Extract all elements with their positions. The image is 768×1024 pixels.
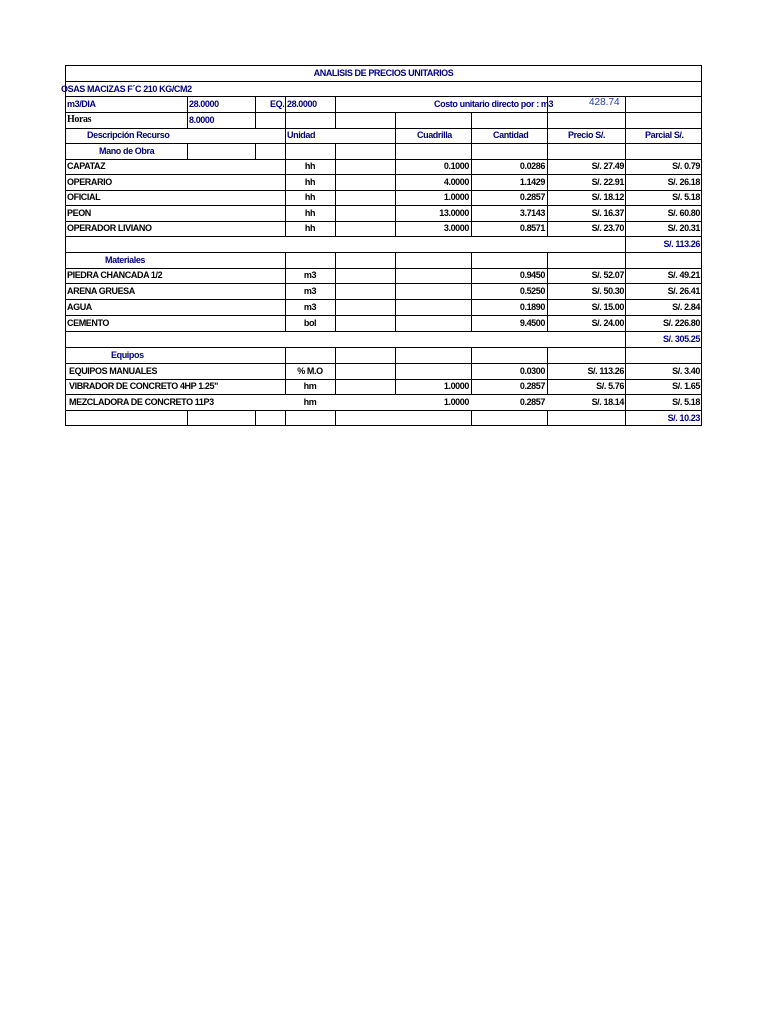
row-precio: S/. 113.26 <box>587 366 624 376</box>
row-parcial: S/. 1.65 <box>672 381 700 391</box>
section-title-mano-obra: Mano de Obra <box>99 146 155 156</box>
col-line <box>285 96 286 128</box>
section-title-equipos: Equipos <box>111 350 144 360</box>
row-precio: S/. 18.12 <box>591 192 624 202</box>
row-desc: MEZCLADORA DE CONCRETO 11P3 <box>69 397 214 407</box>
horas-label: Horas <box>67 114 92 125</box>
eq-label: EQ. <box>270 99 285 109</box>
row-cuadrilla: 4.0000 <box>443 177 469 187</box>
row-cuadrilla: 13.0000 <box>439 208 469 218</box>
row-unidad: m3 <box>303 302 317 312</box>
row-cantidad: 1.1429 <box>519 177 545 187</box>
row-line <box>65 112 702 113</box>
row-parcial: S/. 2.84 <box>672 302 700 312</box>
row-unidad: hh <box>304 192 316 202</box>
row-line <box>65 174 702 175</box>
row-line <box>65 363 702 364</box>
row-line <box>65 205 702 206</box>
col-line <box>471 410 472 426</box>
row-unidad: bol <box>303 318 317 328</box>
row-parcial: S/. 0.79 <box>672 161 700 171</box>
row-desc: CEMENTO <box>67 318 110 328</box>
col-line <box>335 347 336 395</box>
eq-value: 28.0000 <box>287 99 317 109</box>
costo-value: 428.74 <box>589 97 620 108</box>
row-cantidad: 9.4500 <box>519 318 545 328</box>
row-desc: AGUA <box>67 302 92 312</box>
col-header-cuadrilla: Cuadrilla <box>417 130 452 140</box>
row-parcial: S/. 26.18 <box>667 177 700 187</box>
subtotal-equipos: S/. 10.23 <box>667 413 700 423</box>
row-unidad: hh <box>304 177 316 187</box>
row-precio: S/. 5.76 <box>596 381 624 391</box>
col-line <box>335 143 336 237</box>
col-line <box>335 410 336 426</box>
row-parcial: S/. 3.40 <box>672 366 700 376</box>
row-precio: S/. 22.91 <box>591 177 624 187</box>
border-top <box>65 65 702 66</box>
row-line <box>65 283 702 284</box>
row-unidad: hh <box>304 208 316 218</box>
row-cantidad: 0.2857 <box>519 381 545 391</box>
row-cuadrilla: 0.1000 <box>443 161 469 171</box>
row-line <box>65 299 702 300</box>
row-precio: S/. 24.00 <box>591 318 624 328</box>
col-line <box>547 128 548 143</box>
row-precio: S/. 18.14 <box>591 397 624 407</box>
row-line <box>65 315 702 316</box>
col-line <box>285 410 286 426</box>
row-cuadrilla: 1.0000 <box>443 381 469 391</box>
row-precio: S/. 27.49 <box>591 161 624 171</box>
row-desc: PIEDRA CHANCADA 1/2 <box>67 270 163 280</box>
row-line <box>65 331 702 332</box>
row-desc: OPERADOR LIVIANO <box>67 223 152 233</box>
row-cantidad: 0.2857 <box>519 192 545 202</box>
row-parcial: S/. 20.31 <box>667 223 700 233</box>
row-parcial: S/. 5.18 <box>672 397 700 407</box>
row-cantidad: 0.0286 <box>519 161 545 171</box>
row-line <box>65 394 702 395</box>
row-unidad: hh <box>304 161 316 171</box>
row-desc: EQUIPOS MANUALES <box>69 366 158 376</box>
row-line <box>65 236 702 237</box>
row-line <box>65 143 702 144</box>
row-precio: S/. 15.00 <box>591 302 624 312</box>
col-line <box>335 252 336 331</box>
row-cantidad: 0.9450 <box>519 270 545 280</box>
row-cantidad: 0.2857 <box>519 397 545 407</box>
row-precio: S/. 50.30 <box>591 286 624 296</box>
col-header-cantidad: Cantidad <box>493 130 529 140</box>
col-line <box>335 96 336 128</box>
horas-value: 8.0000 <box>189 115 215 125</box>
col-header-parcial: Parcial S/. <box>645 130 684 140</box>
row-parcial: S/. 5.18 <box>672 192 700 202</box>
price-analysis-sheet <box>61 65 702 426</box>
col-line <box>255 143 256 159</box>
subtotal-mano-obra: S/. 113.26 <box>663 239 700 249</box>
col-line <box>625 96 626 128</box>
row-cantidad: 0.5250 <box>519 286 545 296</box>
col-header-precio: Precio S/. <box>568 130 606 140</box>
rend-value: 28.0000 <box>189 99 219 109</box>
row-cantidad: 0.8571 <box>519 223 545 233</box>
row-desc: OFICIAL <box>67 192 101 202</box>
col-line <box>471 128 472 143</box>
col-line <box>285 128 286 143</box>
col-line <box>625 128 626 143</box>
row-cantidad: 0.0300 <box>519 366 545 376</box>
row-cantidad: 0.1890 <box>519 302 545 312</box>
row-desc: VIBRADOR DE CONCRETO 4HP 1.25" <box>69 381 218 391</box>
row-cuadrilla: 1.0000 <box>443 192 469 202</box>
row-desc: OPERARIO <box>67 177 112 187</box>
row-cantidad: 3.7143 <box>519 208 545 218</box>
row-desc: ARENA GRUESA <box>67 286 135 296</box>
row-unidad: m3 <box>303 270 317 280</box>
row-unidad: m3 <box>303 286 317 296</box>
subtotal-materiales: S/. 305.25 <box>662 334 700 344</box>
row-parcial: S/. 49.21 <box>667 270 700 280</box>
row-unidad: hm <box>303 381 317 391</box>
row-precio: S/. 16.37 <box>591 208 624 218</box>
rend-label: m3/DIA <box>67 99 96 109</box>
row-parcial: S/. 26.41 <box>667 286 700 296</box>
border-right <box>701 65 702 426</box>
col-line <box>395 252 396 331</box>
row-desc: PEON <box>67 208 91 218</box>
row-line <box>65 252 702 253</box>
col-line <box>395 112 396 128</box>
col-line <box>395 128 396 143</box>
col-line <box>255 410 256 426</box>
row-line <box>65 410 702 411</box>
col-line <box>187 410 188 426</box>
col-line <box>187 143 188 159</box>
col-line <box>471 112 472 128</box>
row-cuadrilla: 1.0000 <box>443 397 469 407</box>
row-desc: CAPATAZ <box>67 161 106 171</box>
col-header-unidad: Unidad <box>287 130 316 140</box>
col-line <box>255 96 256 128</box>
row-precio: S/. 52.07 <box>591 270 624 280</box>
costo-label: Costo unitario directo por : m3 <box>434 99 554 109</box>
col-line <box>187 96 188 128</box>
border-bottom <box>65 425 702 426</box>
col-header-descripcion: Descripción Recurso <box>87 130 170 140</box>
border-left <box>65 65 66 426</box>
row-unidad: hm <box>303 397 317 407</box>
section-title-materiales: Materiales <box>105 255 146 265</box>
col-line <box>547 410 548 426</box>
sheet-title: ANALISIS DE PRECIOS UNITARIOS <box>313 68 454 78</box>
row-parcial: S/. 226.80 <box>662 318 700 328</box>
partida-name: OSAS MACIZAS F´C 210 KG/CM2 <box>61 84 192 94</box>
row-parcial: S/. 60.80 <box>667 208 700 218</box>
row-precio: S/. 23.70 <box>591 223 624 233</box>
row-unidad: hh <box>304 223 316 233</box>
row-line <box>65 347 702 348</box>
row-unidad: % M.O <box>297 366 323 376</box>
row-cuadrilla: 3.0000 <box>443 223 469 233</box>
row-line <box>65 81 702 82</box>
